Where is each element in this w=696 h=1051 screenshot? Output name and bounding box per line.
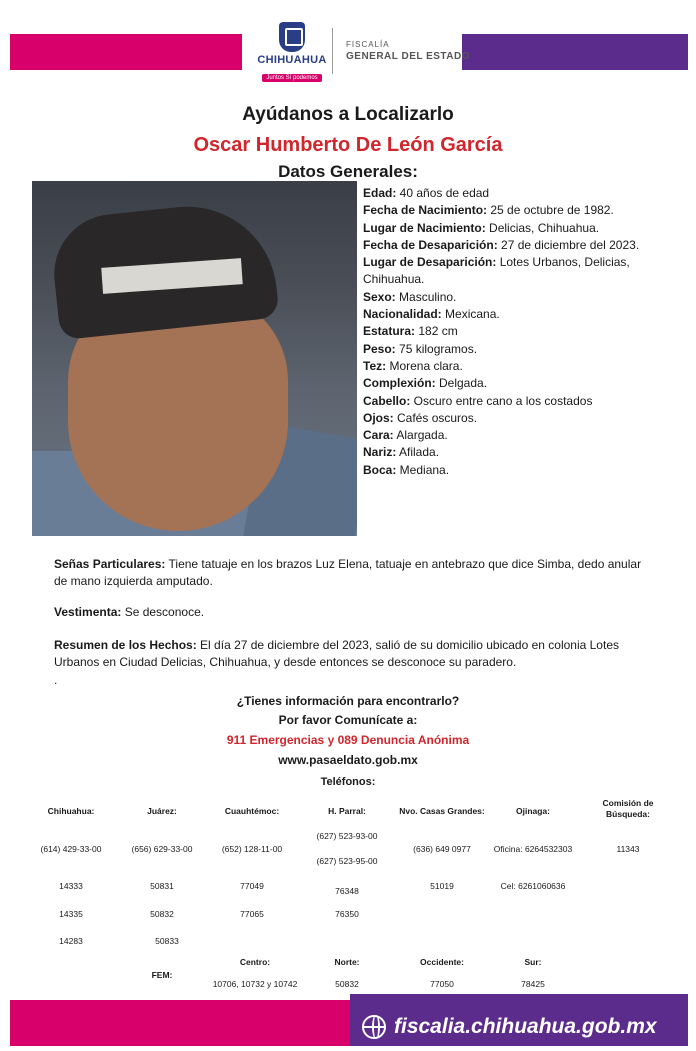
missing-person-name: Oscar Humberto De León García [193, 134, 503, 156]
phone-value: Cel: 6261060636 [500, 881, 566, 891]
phone-value: (656) 629-33-00 [131, 844, 193, 854]
phone-header-parral: H. Parral: [328, 806, 366, 816]
phone-value: 77049 [240, 881, 264, 891]
fiscalia-line1: FISCALÍA [346, 40, 390, 49]
fem-label: FEM: [151, 970, 173, 980]
fem-header-centro: Centro: [239, 957, 271, 967]
detail-label: Fecha de Desaparición: [363, 237, 498, 252]
phone-value: 14333 [59, 881, 83, 891]
phone-header-ojinaga: Ojinaga: [515, 806, 550, 816]
detail-value: 40 años de edad [396, 186, 490, 200]
fem-value-sur: 78425 [521, 979, 545, 989]
detail-value: Delicias, Chihuahua. [485, 220, 600, 235]
globe-icon [362, 1015, 386, 1039]
clothing [54, 604, 654, 621]
fem-header-sur: Sur: [524, 957, 542, 967]
section-title: Datos Generales: [278, 162, 418, 181]
detail-label: Ojos: [363, 410, 394, 425]
detail-label: Nariz: [363, 445, 397, 460]
phone-header-cuauhtemoc: Cuauhtémoc: [224, 806, 280, 816]
emergency-numbers: 911 Emergencias y 089 Denuncia Anónima [226, 733, 470, 747]
detail-value: Cafés oscuros. [393, 410, 478, 425]
phone-header-juarez: Juárez: [147, 806, 177, 816]
resumen-label: Resumen de los Hechos: [54, 638, 197, 652]
detail-value: Oscuro entre cano a los costados [410, 393, 593, 408]
fiscalia-line2: GENERAL DEL ESTADO [346, 51, 471, 62]
fem-header-norte: Norte: [334, 957, 360, 967]
incident-summary [54, 637, 654, 671]
contact-prompt: Por favor Comunícate a: [278, 713, 418, 727]
detail-label: Fecha de Nacimiento: [363, 203, 488, 218]
logo-divider [332, 28, 333, 74]
header-pink-bar [10, 34, 242, 70]
phone-value: 77065 [240, 909, 264, 919]
detail-value: Afilada. [396, 445, 440, 460]
phone-header-chihuahua: Chihuahua: [47, 806, 95, 816]
detail-row [363, 444, 683, 461]
detail-label: Nacionalidad: [363, 307, 442, 322]
phone-value: (652) 128-11-00 [221, 844, 283, 854]
phone-header-casas: Nvo. Casas Grandes: [399, 806, 485, 816]
detail-label: Tez: [363, 358, 387, 373]
detail-label: Boca: [363, 462, 397, 477]
detail-row [363, 375, 683, 392]
detail-label: Sexo: [363, 289, 396, 304]
detail-row [363, 185, 683, 202]
phone-value: (636) 649 0977 [413, 844, 471, 854]
detail-value: Masculino. [395, 289, 457, 304]
detail-label: Cara: [363, 428, 394, 443]
phone-value: 76350 [335, 909, 359, 919]
detail-row [363, 323, 683, 340]
phone-value: 50832 [150, 909, 174, 919]
phone-value: 76348 [335, 886, 359, 896]
phone-header-comision: Comisión de Búsqueda: [602, 798, 654, 819]
phone-value: 14283 [59, 936, 83, 946]
detail-label: Complexión: [363, 376, 436, 391]
poster-title: Ayúdanos a Localizarlo [242, 104, 454, 125]
fem-value-centro: 10706, 10732 y 10742 [212, 979, 298, 989]
general-data-list [363, 185, 683, 479]
detail-row [363, 202, 683, 219]
person-photo [32, 181, 357, 536]
phone-value: (627) 523-93-00 [316, 831, 378, 841]
detail-row [363, 220, 683, 237]
phone-value: 50833 [155, 936, 179, 946]
detail-label: Edad: [363, 186, 397, 200]
detail-row [363, 254, 683, 289]
detail-value: 25 de octubre de 1982. [487, 203, 614, 218]
detail-value: Lotes Urbanos, Delicias, Chihuahua. [363, 255, 630, 287]
detail-value: Alargada. [393, 428, 448, 443]
detail-row [363, 410, 683, 427]
phone-value: (614) 429-33-00 [40, 844, 102, 854]
detail-row [363, 341, 683, 358]
footer-pink-bar [10, 1000, 350, 1046]
detail-value: Morena clara. [386, 358, 463, 373]
detail-value: Mediana. [396, 462, 450, 477]
phone-value: Oficina: 6264532303 [493, 844, 573, 854]
detail-label: Lugar de Desaparición: [363, 255, 497, 270]
senas-label: Señas Particulares: [54, 557, 166, 571]
senas-value: Tiene tatuaje en los brazos Luz Elena, tatuaje en antebrazo que dice Simba, dedo anular de mano izquierda amputado. [54, 557, 642, 588]
detail-value: 182 cm [415, 324, 458, 339]
fiscalia-logo [346, 40, 470, 62]
vestimenta-label: Vestimenta: [54, 605, 122, 619]
phone-value: 50831 [150, 881, 174, 891]
phone-value: 14335 [59, 909, 83, 919]
detail-value: 27 de diciembre del 2023. [497, 237, 640, 252]
shield-icon [279, 22, 305, 52]
detail-value: 75 kilogramos. [395, 341, 478, 356]
logo-name: CHIHUAHUA [257, 54, 327, 66]
phones-title: Teléfonos: [320, 776, 376, 788]
detail-value: Delgada. [435, 376, 488, 391]
phone-value: 11343 [616, 844, 640, 854]
detail-label: Lugar de Nacimiento: [363, 220, 486, 235]
distinguishing-marks [54, 556, 654, 590]
resumen-value: El día 27 de diciembre del 2023, salió de su domicilio ubicado en colonia Lotes Urbanos en Ciudad Delicias, Chihuahua, y desde entonces se desconoce su paradero. [54, 638, 619, 669]
footer-url[interactable]: fiscalia.chihuahua.gob.mx [394, 1015, 657, 1038]
vestimenta-value: Se desconoce. [121, 605, 205, 619]
website-link[interactable]: www.pasaeldato.gob.mx [278, 753, 418, 767]
detail-row [363, 358, 683, 375]
detail-row [363, 462, 683, 479]
detail-row [363, 289, 683, 306]
logo-slogan: Juntos Sí podemos [262, 74, 321, 82]
info-question: ¿Tienes información para encontrarlo? [236, 694, 460, 708]
fem-header-occidente: Occidente: [420, 957, 464, 967]
detail-label: Estatura: [363, 324, 416, 339]
detail-row [363, 306, 683, 323]
phone-value: 51019 [430, 881, 454, 891]
detail-label: Peso: [363, 341, 396, 356]
chihuahua-logo [242, 22, 342, 86]
detail-row [363, 237, 683, 254]
detail-row [363, 393, 683, 410]
phone-value: (627) 523-95-00 [316, 856, 378, 866]
stray-dot: . [54, 673, 58, 687]
header-purple-bar [462, 34, 688, 70]
fem-value-norte: 50832 [335, 979, 359, 989]
detail-label: Cabello: [363, 393, 411, 408]
fem-value-occidente: 77050 [430, 979, 454, 989]
detail-row [363, 427, 683, 444]
detail-value: Mexicana. [441, 307, 500, 322]
